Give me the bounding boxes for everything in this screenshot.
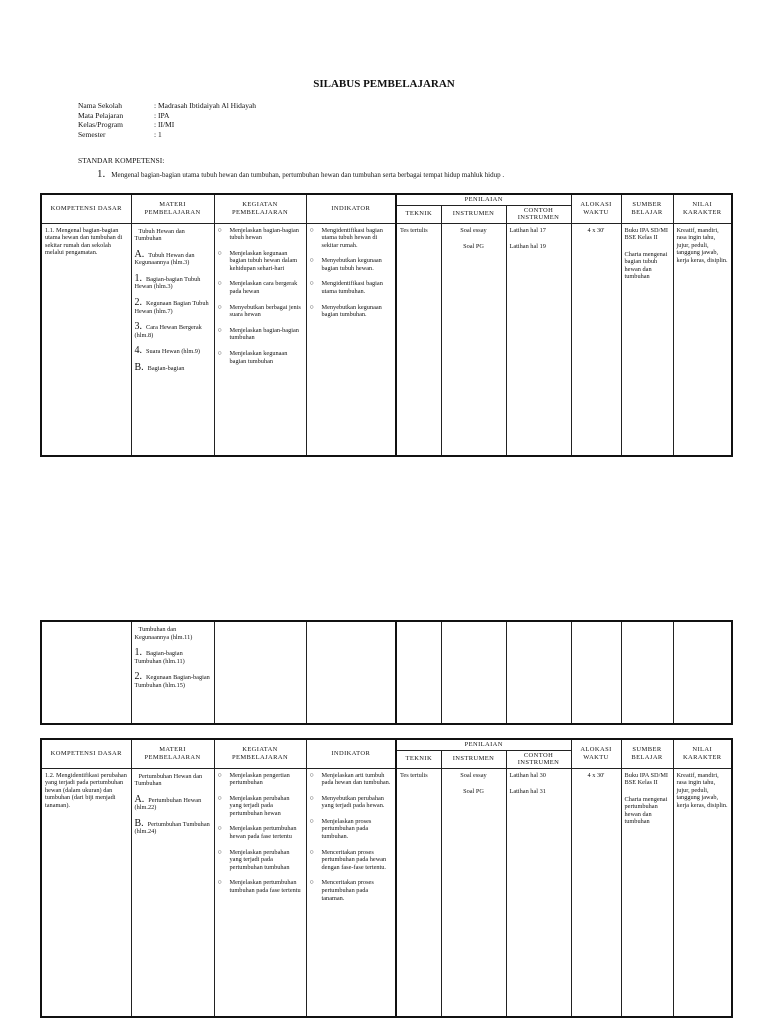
info-value: : 1 bbox=[154, 129, 162, 139]
alokasi-cell: 4 x 30' bbox=[571, 768, 621, 1017]
bullet-icon: ○ bbox=[217, 248, 222, 257]
materi-mark: 2. bbox=[134, 671, 142, 683]
info-row bbox=[78, 101, 256, 111]
materi-text: Bagian-bagian bbox=[147, 365, 185, 373]
bullet-icon: ○ bbox=[217, 225, 222, 234]
bullet-icon: ○ bbox=[217, 279, 222, 288]
indikator-cell bbox=[306, 768, 396, 1017]
bullet-icon: ○ bbox=[217, 302, 222, 311]
info-label: Mata Pelajaran bbox=[78, 110, 124, 120]
header-indikator: INDIKATOR bbox=[306, 739, 396, 768]
materi-text: Cara Hewan Bergerak (hlm.8) bbox=[134, 324, 202, 339]
header-alokasi: ALOKASI WAKTU bbox=[571, 739, 621, 768]
materi-item bbox=[135, 227, 211, 243]
nilai-cell bbox=[673, 621, 732, 724]
header-instrumen: INSTRUMEN bbox=[441, 205, 506, 223]
sumber-item: Charta mengenai pertumbuhan hewan dan tumbuhan bbox=[624, 795, 668, 826]
materi-cell bbox=[131, 223, 214, 456]
sumber-cell bbox=[621, 223, 673, 456]
kegiatan-item bbox=[218, 772, 303, 787]
bullet-icon: ○ bbox=[309, 878, 314, 887]
teknik-cell bbox=[396, 621, 441, 724]
materi-cell bbox=[131, 621, 214, 724]
contoh-item: Latihan hal 31 bbox=[509, 788, 546, 796]
indikator-item-text: Menceritakan proses pertumbuhan pada hewan dengan fase-fase tertentu. bbox=[321, 848, 387, 871]
info-label: Semester bbox=[78, 129, 106, 139]
header-sumber: SUMBER BELAJAR bbox=[621, 739, 673, 768]
materi-mark: 1. bbox=[134, 272, 142, 284]
indikator-item-text: Menyebutkan kegunaan bagian tumbuhan. bbox=[321, 303, 382, 319]
kegiatan-item-text: Menjelaskan bagian-bagian tumbuhan bbox=[229, 326, 299, 342]
sk-text: Mengenal bagian-bagian utama tubuh hewan dan tumbuhan, pertumbuhan hewan dan tumbuhan serta berbagai tempat hidup mahluk hidup . bbox=[111, 171, 505, 179]
kegiatan-item bbox=[218, 250, 303, 273]
materi-item bbox=[135, 625, 211, 641]
kegiatan-item-text: Menjelaskan pertumbuhan hewan pada fase tertentu bbox=[229, 825, 297, 841]
materi-item bbox=[134, 248, 211, 267]
kegiatan-item bbox=[218, 879, 303, 894]
kegiatan-item bbox=[218, 227, 303, 242]
header-instrumen: INSTRUMEN bbox=[441, 750, 506, 768]
kegiatan-cell bbox=[214, 223, 306, 456]
materi-text: Tubuh Hewan dan Kegunaannya (hlm.3) bbox=[134, 251, 195, 267]
bullet-icon: ○ bbox=[217, 793, 222, 802]
header-teknik: TEKNIK bbox=[396, 750, 441, 768]
header-alokasi: ALOKASI WAKTU bbox=[571, 194, 621, 223]
kompetensi-dasar-cell: 1.1. Mengenal bagian-bagian utama hewan dan tumbuhan di sekitar rumah dan sekolah melalui pengamatan. bbox=[41, 223, 131, 456]
kegiatan-item-text: Menjelaskan perubahan yang terjadi pada pertumbuhan tumbuhan bbox=[229, 848, 290, 871]
syllabus-table-continued bbox=[40, 620, 733, 725]
bullet-icon: ○ bbox=[309, 256, 314, 265]
kegiatan-item bbox=[218, 795, 303, 818]
bullet-icon: ○ bbox=[217, 349, 222, 358]
materi-text: Pertumbuhan Hewan (hlm.22) bbox=[134, 796, 202, 812]
header-penilaian: PENILAIAN bbox=[396, 739, 571, 750]
materi-mark: 2. bbox=[134, 297, 142, 309]
teknik-cell: Tes tertulis bbox=[396, 223, 441, 456]
header-indikator: INDIKATOR bbox=[306, 194, 396, 223]
header-materi: MATERI PEMBELAJARAN bbox=[131, 739, 214, 768]
sumber-cell bbox=[621, 768, 673, 1017]
materi-item bbox=[135, 323, 211, 339]
materi-item bbox=[134, 272, 211, 291]
contoh-cell bbox=[506, 768, 571, 1017]
materi-item bbox=[134, 817, 211, 836]
kegiatan-item bbox=[218, 280, 303, 295]
kegiatan-item bbox=[218, 327, 303, 342]
indikator-cell bbox=[306, 621, 396, 724]
alokasi-cell: 4 x 30' bbox=[571, 223, 621, 456]
kegiatan-item bbox=[218, 825, 303, 840]
header-kegiatan: KEGIATAN PEMBELAJARAN bbox=[214, 739, 306, 768]
kegiatan-item-text: Menjelaskan kegunaan bagian tubuh hewan dalam kehidupan sehari-hari bbox=[229, 249, 298, 272]
bullet-icon: ○ bbox=[309, 770, 314, 779]
header-contoh: CONTOH INSTRUMEN bbox=[506, 205, 571, 223]
sk-number: 1. bbox=[97, 168, 106, 180]
header-kompetensi-dasar: KOMPETENSI DASAR bbox=[41, 739, 131, 768]
bullet-icon: ○ bbox=[309, 793, 314, 802]
indikator-item-text: Menceritakan proses pertumbuhan pada tanaman. bbox=[321, 879, 374, 902]
indikator-item-text: Mengidentifikasi bagian utama tubuh hewan di sekitar rumah. bbox=[321, 226, 383, 249]
instrumen-item: Soal essay bbox=[460, 771, 487, 779]
sumber-item: Charta mengenai bagian tubuh hewan dan tumbuhan bbox=[624, 250, 668, 281]
materi-mark: B. bbox=[134, 817, 144, 829]
instrumen-item: Soal PG bbox=[463, 788, 484, 796]
bullet-icon: ○ bbox=[217, 770, 222, 779]
indikator-item bbox=[310, 304, 393, 319]
materi-item bbox=[135, 364, 211, 373]
bullet-icon: ○ bbox=[217, 824, 222, 833]
materi-text: Bagian-bagian Tubuh Hewan (hlm.3) bbox=[134, 275, 201, 291]
indikator-item-text: Menjelaskan arti tumbuh pada hewan dan tumbuhan. bbox=[321, 771, 391, 787]
materi-mark: A. bbox=[134, 793, 145, 805]
instrumen-item: Soal PG bbox=[463, 243, 484, 251]
contoh-item: Latihan hal 19 bbox=[509, 243, 546, 251]
nilai-cell: Kreatif, mandiri, rasa ingin tahu, jujur, peduli, tanggung jawab, kerja keras, disiplin. bbox=[673, 768, 732, 1017]
sumber-item: Buku IPA SD/MI BSE Kelas II bbox=[624, 771, 669, 787]
syllabus-table-2 bbox=[40, 738, 733, 1018]
materi-mark: 3. bbox=[134, 321, 142, 333]
info-value: : II/MI bbox=[154, 120, 175, 130]
header-nilai: NILAI KARAKTER bbox=[673, 739, 732, 768]
bullet-icon: ○ bbox=[309, 225, 314, 234]
syllabus-table-1 bbox=[40, 193, 733, 457]
contoh-cell bbox=[506, 621, 571, 724]
header-materi: MATERI PEMBELAJARAN bbox=[131, 194, 214, 223]
bullet-icon: ○ bbox=[309, 302, 314, 311]
indikator-item-text: Mengidentifikasi bagian utama tumbuhan. bbox=[321, 280, 383, 296]
materi-item bbox=[134, 793, 211, 812]
kegiatan-item-text: Menjelaskan pengertian pertumbuhan bbox=[229, 771, 290, 787]
indikator-item bbox=[310, 849, 393, 872]
sumber-cell bbox=[621, 621, 673, 724]
instrumen-cell bbox=[441, 621, 506, 724]
kegiatan-item-text: Menyebutkan berbagai jenis suara hewan bbox=[229, 303, 301, 319]
instrumen-cell bbox=[441, 223, 506, 456]
indikator-item bbox=[310, 879, 393, 902]
materi-item bbox=[135, 347, 211, 356]
kegiatan-item-text: Menjelaskan perubahan yang terjadi pada pertumbuhan hewan bbox=[229, 794, 290, 817]
materi-mark: 4. bbox=[134, 345, 142, 357]
instrumen-item: Soal essay bbox=[460, 226, 487, 234]
materi-text: Pertumbuhan Hewan dan Tumbuhan bbox=[134, 772, 203, 788]
header-kompetensi-dasar: KOMPETENSI DASAR bbox=[41, 194, 131, 223]
page-title: SILABUS PEMBELAJARAN bbox=[313, 78, 455, 90]
contoh-item: Latihan hal 30 bbox=[509, 771, 546, 779]
indikator-item-text: Menjelaskan proses pertumbuhan pada tumbuhan. bbox=[321, 817, 372, 841]
header-contoh: CONTOH INSTRUMEN bbox=[506, 750, 571, 768]
info-value: : Madrasah Ibtidaiyah Al Hidayah bbox=[154, 101, 257, 110]
info-row bbox=[78, 120, 256, 130]
kegiatan-cell bbox=[214, 768, 306, 1017]
materi-mark: 1. bbox=[134, 647, 142, 659]
info-label: Kelas/Program bbox=[78, 120, 123, 130]
kegiatan-item bbox=[218, 849, 303, 872]
contoh-item: Latihan hal 17 bbox=[509, 226, 546, 234]
materi-item bbox=[135, 299, 211, 315]
indikator-item bbox=[310, 227, 393, 250]
table-row bbox=[41, 768, 732, 1017]
sumber-item: Buku IPA SD/MI BSE Kelas II bbox=[624, 226, 669, 242]
school-info bbox=[78, 101, 256, 139]
kompetensi-dasar-cell: 1.2. Mengidentifikasi perubahan yang terjadi pada pertumbuhan hewan (dalam ukuran) dan tumbuhan (dari biji menjadi tanaman). bbox=[41, 768, 131, 1017]
kegiatan-item-text: Menjelaskan kegunaan bagian tumbuhan bbox=[229, 350, 288, 365]
materi-item bbox=[135, 772, 211, 788]
materi-text: Kegunaan Bagian-bagian Tumbuhan (hlm.15) bbox=[134, 674, 210, 689]
kompetensi-dasar-cell bbox=[41, 621, 131, 724]
header-nilai: NILAI KARAKTER bbox=[673, 194, 732, 223]
info-row bbox=[78, 130, 256, 140]
materi-item bbox=[135, 673, 211, 689]
info-label: Nama Sekolah bbox=[78, 101, 122, 110]
indikator-item-text: Menyebutkan perubahan yang terjadi pada hewan. bbox=[321, 794, 385, 810]
standar-kompetensi-label: STANDAR KOMPETENSI: bbox=[78, 156, 165, 165]
header-penilaian: PENILAIAN bbox=[396, 194, 571, 205]
header-kegiatan: KEGIATAN PEMBELAJARAN bbox=[214, 194, 306, 223]
indikator-item bbox=[310, 795, 393, 810]
materi-text: Bagian-bagian Tumbuhan (hlm.11) bbox=[134, 650, 185, 665]
materi-text: Tubuh Hewan dan Tumbuhan bbox=[134, 227, 185, 243]
indikator-item-text: Menyebutkan kegunaan bagian tubuh hewan. bbox=[321, 257, 382, 272]
materi-mark: A. bbox=[134, 248, 145, 260]
table-row bbox=[41, 223, 732, 456]
nilai-cell: Kreatif, mandiri, rasa ingin tahu, jujur, peduli, tanggung jawab, kerja keras, disiplin. bbox=[673, 223, 732, 456]
indikator-item bbox=[310, 257, 393, 272]
kegiatan-item bbox=[218, 350, 303, 365]
materi-item bbox=[135, 649, 211, 665]
standar-kompetensi-item bbox=[97, 168, 504, 180]
contoh-cell bbox=[506, 223, 571, 456]
materi-text: Suara Hewan (hlm.9) bbox=[146, 348, 201, 356]
kegiatan-item-text: Menjelaskan cara bergerak pada hewan bbox=[229, 280, 298, 296]
bullet-icon: ○ bbox=[309, 279, 314, 288]
table-row bbox=[41, 621, 732, 724]
header-sumber: SUMBER BELAJAR bbox=[621, 194, 673, 223]
bullet-icon: ○ bbox=[309, 847, 314, 856]
header-teknik: TEKNIK bbox=[396, 205, 441, 223]
info-value: : IPA bbox=[154, 110, 170, 120]
materi-text: Kegunaan Bagian Tubuh Hewan (hlm.7) bbox=[134, 300, 209, 315]
materi-text: Tumbuhan dan Kegunaannya (hlm.11) bbox=[134, 626, 193, 641]
instrumen-cell bbox=[441, 768, 506, 1017]
materi-text: Pertumbuhan Tumbuhan (hlm.24) bbox=[134, 820, 210, 836]
kegiatan-item bbox=[218, 304, 303, 319]
materi-cell bbox=[131, 768, 214, 1017]
bullet-icon: ○ bbox=[217, 325, 222, 334]
bullet-icon: ○ bbox=[217, 847, 222, 856]
bullet-icon: ○ bbox=[309, 816, 314, 825]
kegiatan-cell bbox=[214, 621, 306, 724]
alokasi-cell bbox=[571, 621, 621, 724]
kegiatan-item-text: Menjelaskan pertumbuhan tumbuhan pada fase tertentu bbox=[229, 879, 301, 895]
bullet-icon: ○ bbox=[217, 878, 222, 887]
teknik-cell: Tes tertulis bbox=[396, 768, 441, 1017]
indikator-item bbox=[310, 772, 393, 787]
kegiatan-item-text: Menjelaskan bagian-bagian tubuh hewan bbox=[229, 226, 299, 242]
indikator-item bbox=[310, 818, 393, 841]
materi-mark: B. bbox=[134, 362, 144, 374]
info-row bbox=[78, 111, 256, 121]
indikator-cell bbox=[306, 223, 396, 456]
indikator-item bbox=[310, 280, 393, 295]
